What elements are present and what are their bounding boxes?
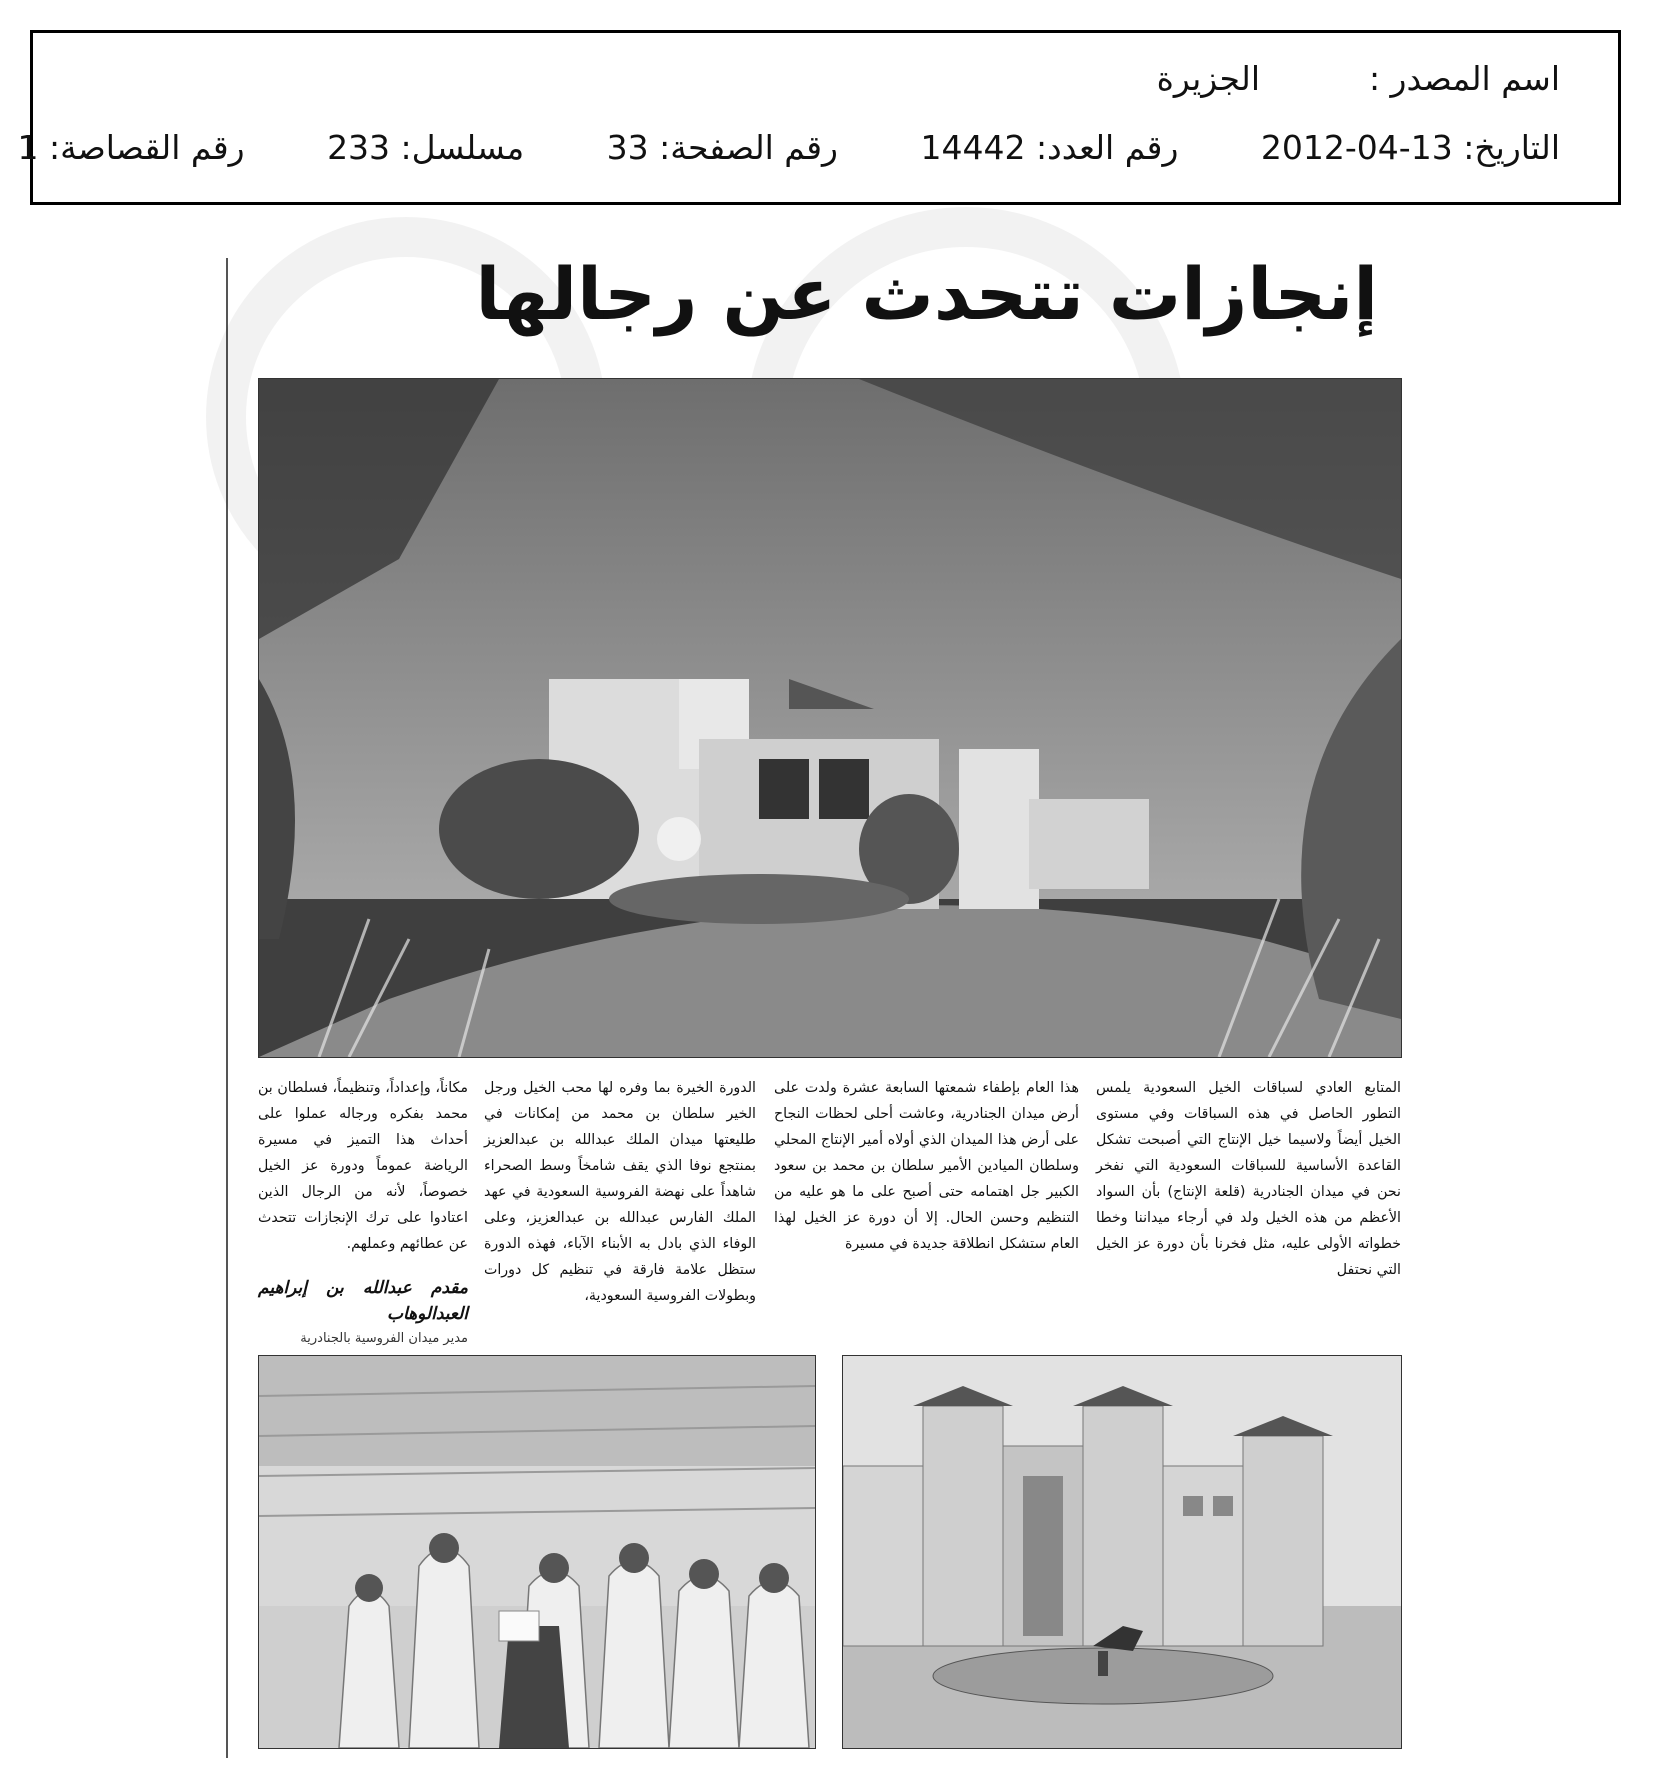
- photo-officials-meeting: [258, 1355, 816, 1749]
- source-label: اسم المصدر :: [1368, 59, 1560, 98]
- newspaper-clipping: [226, 237, 1426, 1767]
- article-column-4: مكاناً، وإعداداً، وتنظيماً، فسلطان بن محمد بفكره ورجاله عملوا على أحداث هذا التميز في مسيرة الرياضة عموماً ودورة عز الخيل خصوصاً، لأنه من الرجال الذين اعتادوا على ترك الإنجازات تتحدث عن عطائهم وعملهم. مقدم عبدالله بن إبراهيم العبدالوهاب مدير ميدان الفروسية بالجنادرية: [258, 1075, 468, 1351]
- date-field: التاريخ: 13-04-2012: [1260, 128, 1560, 167]
- issue-number-field: رقم العدد: 14442: [920, 128, 1179, 167]
- article-headline: إنجازات تتحدث عن رجالها: [475, 252, 1378, 336]
- source-value: الجزيرة: [1156, 59, 1260, 98]
- issue-info-line: [17, 128, 1560, 167]
- article-column-1: المتابع العادي لسباقات الخيل السعودية يلمس التطور الحاصل في هذه السباقات وفي مستوى الخيل أيضاً ولاسيما خيل الإنتاج التي أصبحت تشكل القاعدة الأساسية للسباقات السعودية التي نفخر نحن في ميدان الجنادرية (قلعة الإنتاج) بأن السواد الأعظم من هذه الخيل ولد في أرجاء ميداننا وخطا خطواته الأولى عليه، مثل فخرنا بأن دورة عز الخيل التي نحتفل: [1096, 1080, 1401, 1278]
- source-info-box: [17, 30, 1621, 205]
- photo-club-building: [842, 1355, 1402, 1749]
- page-number-field: رقم الصفحة: 33: [606, 128, 838, 167]
- author-title: مدير ميدان الفروسية بالجنادرية: [300, 1331, 468, 1346]
- author-name: مقدم عبدالله بن إبراهيم العبدالوهاب: [258, 1278, 468, 1324]
- serial-field: مسلسل: 233: [327, 128, 525, 167]
- author-block: [258, 1275, 468, 1351]
- source-line: [1156, 59, 1560, 98]
- article-column-3: الدورة الخيرة بما وفره لها محب الخيل ورجل الخير سلطان بن محمد من إمكانات في طليعتها ميدان الملك عبدالله بن عبدالعزيز بمنتجع نوفا الذي يقف شامخاً وسط الصحراء شاهداً على نهضة الفروسية السعودية في عهد الملك الفارس عبدالله بن عبدالعزيز، وعلى الوفاء الذي بادل به الأبناء الآباء، فهذه الدورة ستظل علامة فارقة في تنظيم كل دورات وبطولات الفروسية السعودية،: [484, 1080, 756, 1304]
- clip-number-field: رقم القصاصة: 1: [17, 128, 245, 167]
- main-photo-villa-garden: [258, 378, 1402, 1058]
- article-column-2: هذا العام بإطفاء شمعتها السابعة عشرة ولدت على أرض ميدان الجنادرية، وعاشت أحلى لحظات النجاح على أرض هذا الميدان الذي أولاه أمير الإنتاج المحلي وسلطان الميادين الأمير سلطان بن محمد بن سعود الكبير جل اهتمامه حتى أصبح على ما هو عليه من التنظيم وحسن الحال. إلا أن دورة عز الخيل لهذا العام ستشكل انطلاقة جديدة في مسيرة: [774, 1080, 1079, 1252]
